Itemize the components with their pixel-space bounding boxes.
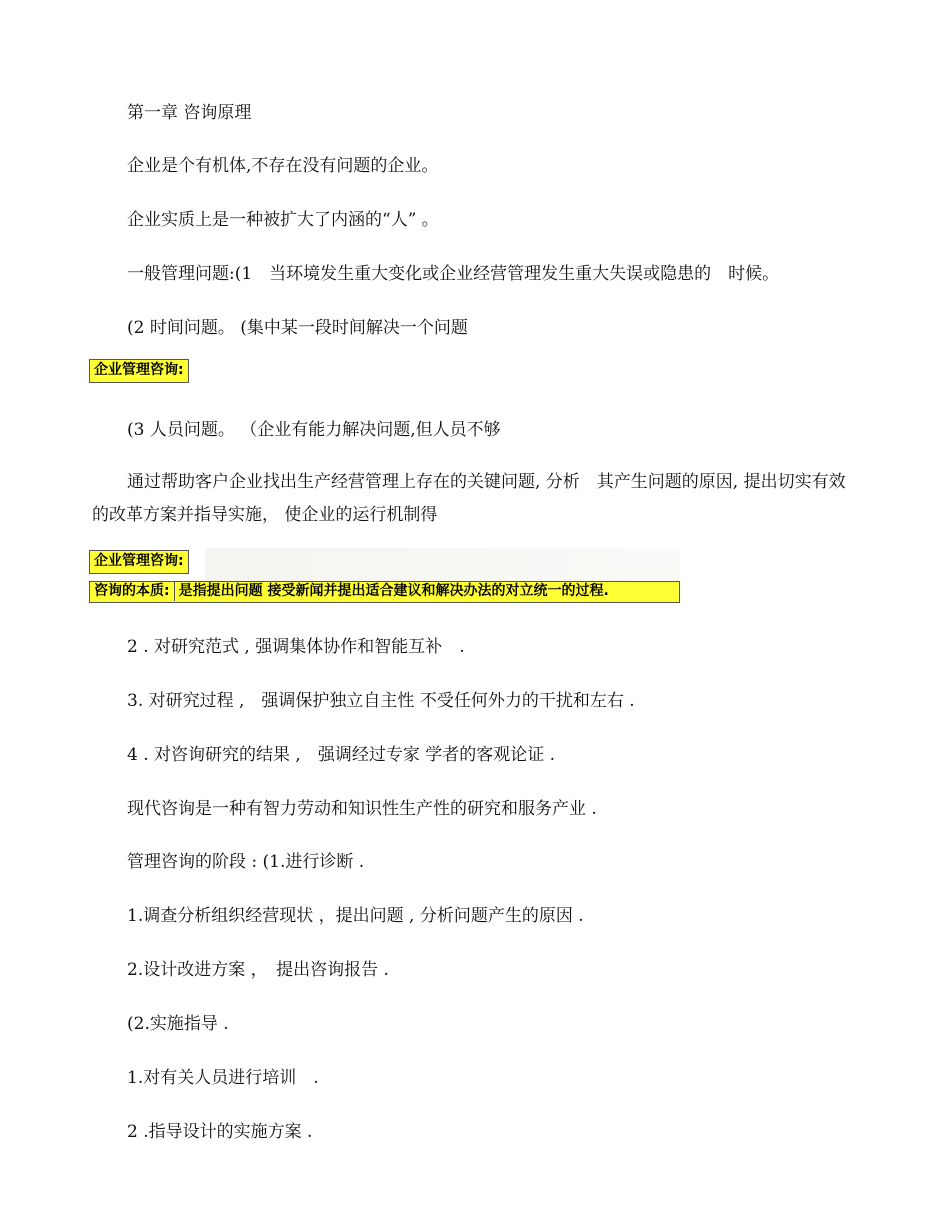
paragraph: 现代咨询是一种有智力劳动和知识性生产性的研究和服务产业 .: [127, 799, 597, 819]
paragraph: 企业是个有机体,不存在没有问题的企业。: [127, 156, 439, 176]
paragraph: (2.实施指导 .: [127, 1014, 229, 1034]
paragraph: 2 .指导设计的实施方案 .: [127, 1122, 313, 1142]
paragraph: 4 . 对咨询研究的结果 , 强调经过专家 学者的客观论证 .: [127, 745, 556, 765]
paragraph: 2 . 对研究范式 , 强调集体协作和智能互补 .: [127, 637, 465, 657]
highlight-label-enterprise-consulting-2: 企业管理咨询:: [89, 550, 189, 574]
paragraph: 一般管理问题:(1 当环境发生重大变化或企业经营管理发生重大失误或隐患的 时候。: [127, 264, 780, 284]
paragraph: 2.设计改进方案 ， 提出咨询报告 .: [127, 960, 389, 980]
paragraph: 管理咨询的阶段 : (1.进行诊断 .: [127, 852, 365, 872]
image-background: [205, 548, 680, 581]
highlight-consulting-essence: [89, 581, 680, 603]
paragraph: (3 人员问题。 （企业有能力解决问题,但人员不够: [127, 420, 501, 440]
paragraph: 1.对有关人员进行培训 .: [127, 1068, 319, 1088]
paragraph: (2 时间问题。 (集中某一段时间解决一个问题: [127, 318, 468, 338]
chapter-title: 第一章 咨询原理: [127, 103, 252, 123]
highlight-label-enterprise-consulting: 企业管理咨询:: [89, 359, 189, 383]
essence-text: 是指提出问题 接受新闻并提出适合建议和解决办法的对立统一的过程.: [178, 583, 609, 599]
paragraph: 3. 对研究过程 , 强调保护独立自主性 不受任何外力的干扰和左右 .: [127, 691, 635, 711]
paragraph: 1.调查分析组织经营现状 ，提出问题 , 分析问题产生的原因 .: [127, 906, 584, 926]
essence-label: 咨询的本质:: [90, 582, 175, 601]
paragraph-multiline: 通过帮助客户企业找出生产经营管理上存在的关键问题, 分析 其产生问题的原因, 提出切实有效的改革方案并指导实施， 使企业的运行机制得: [92, 472, 846, 525]
paragraph: 企业实质上是一种被扩大了内涵的“人” 。: [127, 210, 439, 230]
